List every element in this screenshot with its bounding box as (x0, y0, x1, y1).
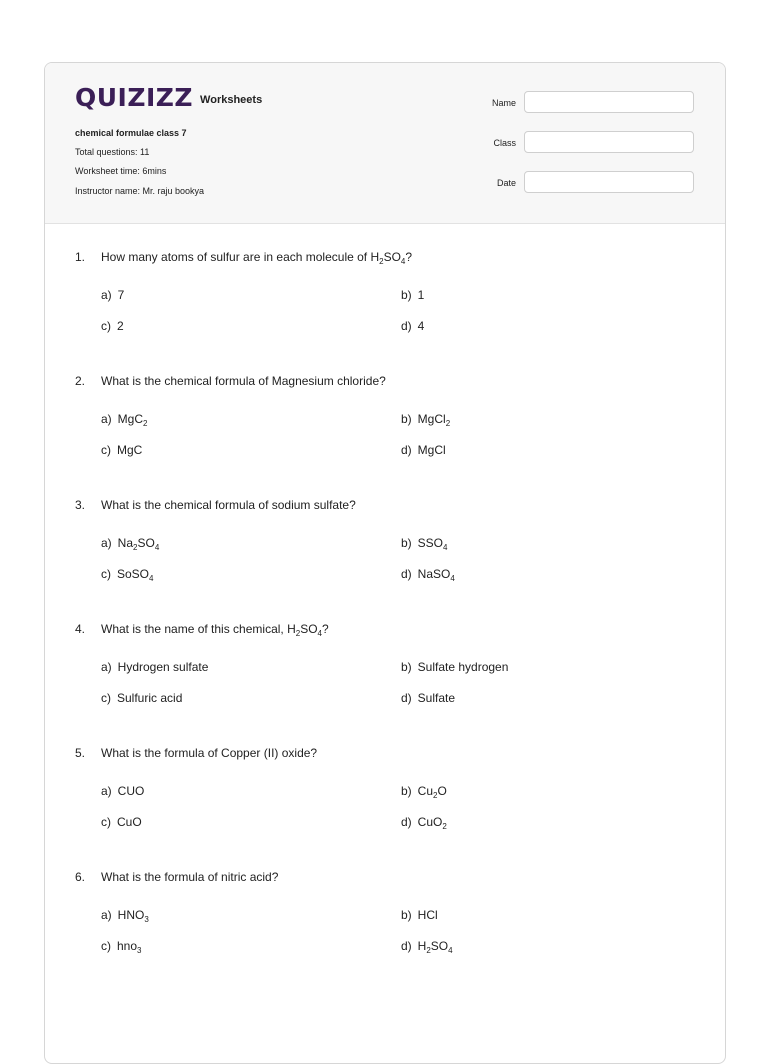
text-segment: CuO (117, 815, 142, 829)
text-segment: What is the formula of nitric acid? (101, 870, 279, 884)
text-segment: SSO (417, 536, 444, 550)
subscript: 2 (433, 791, 438, 800)
subscript: 4 (400, 257, 406, 266)
text-segment: NaSO (417, 567, 451, 581)
option-letter: a) (101, 908, 112, 922)
option-letter: c) (101, 443, 111, 457)
text-segment: 4 (417, 319, 425, 333)
worksheet-title: chemical formulae class 7 (75, 128, 187, 138)
text-segment: What is the chemical formula of Magnesium chloride? (101, 374, 386, 388)
option-3-b (401, 536, 447, 550)
date-label: Date (496, 178, 516, 188)
subscript: 4 (149, 574, 154, 583)
logo-subtitle: Worksheets (200, 94, 263, 106)
option-letter: b) (401, 412, 412, 426)
question-number: 6. (75, 870, 86, 884)
option-2-b (401, 412, 450, 426)
text-segment: SoSO (117, 567, 150, 581)
question-text (101, 746, 317, 760)
quizizz-logo: QUIZIZZ (75, 83, 194, 112)
option-5-d (401, 815, 447, 829)
name-field[interactable] (524, 91, 694, 113)
text-segment: HNO (117, 908, 145, 922)
question-number: 3. (75, 498, 86, 512)
subscript: 4 (317, 629, 322, 638)
option-letter: b) (401, 784, 412, 798)
text-segment: MgCl (417, 443, 446, 457)
question-text (101, 374, 386, 388)
question-text (101, 870, 278, 884)
question-number: 2. (75, 374, 86, 388)
option-4-a (101, 660, 208, 674)
option-3-c (101, 567, 153, 581)
total-questions: Total questions: 11 (75, 147, 150, 157)
text-segment: What is the formula of Copper (II) oxide? (101, 746, 318, 760)
text-segment: Cu (417, 784, 434, 798)
text-segment: Sulfate hydrogen (417, 660, 509, 674)
text-segment: SO (383, 250, 401, 264)
option-letter: d) (401, 691, 412, 705)
option-6-d (401, 939, 453, 953)
option-5-a (101, 784, 144, 798)
option-4-d (401, 691, 455, 705)
option-6-a (101, 908, 149, 922)
text-segment: SO (300, 622, 318, 636)
subscript: 3 (144, 915, 149, 924)
text-segment: MgC (117, 412, 144, 426)
option-letter: a) (101, 536, 112, 550)
option-letter: b) (401, 288, 412, 302)
option-letter: d) (401, 939, 412, 953)
text-segment: What is the chemical formula of sodium sulfate? (101, 498, 356, 512)
subscript: 2 (133, 543, 138, 552)
question-text (101, 622, 329, 636)
option-1-a (101, 288, 124, 302)
text-segment: Sulfate (417, 691, 456, 705)
option-letter: b) (401, 908, 412, 922)
option-2-c (101, 443, 142, 457)
text-segment: MgCl (417, 412, 446, 426)
option-6-b (401, 908, 438, 922)
option-letter: d) (401, 567, 412, 581)
text-segment: What is the name of this chemical, H (101, 622, 296, 636)
option-letter: d) (401, 319, 412, 333)
question-number: 1. (75, 250, 86, 264)
text-segment: ? (322, 622, 329, 636)
option-letter: d) (401, 443, 412, 457)
text-segment: SO (137, 536, 155, 550)
subscript: 2 (442, 822, 447, 831)
subscript: 2 (379, 257, 384, 266)
text-segment: SO (430, 939, 449, 953)
option-5-c (101, 815, 142, 829)
subscript: 4 (443, 543, 448, 552)
text-segment: MgC (117, 443, 143, 457)
option-letter: a) (101, 412, 112, 426)
option-2-a (101, 412, 147, 426)
subscript: 4 (448, 946, 453, 955)
option-3-d (401, 567, 455, 581)
subscript: 2 (445, 419, 451, 428)
subscript: 2 (426, 946, 431, 955)
text-segment: ? (405, 250, 413, 264)
question-number: 4. (75, 622, 86, 636)
option-letter: c) (101, 815, 111, 829)
text-segment: Sulfuric acid (117, 691, 183, 705)
option-1-d (401, 319, 424, 333)
text-segment: HCl (417, 908, 438, 922)
question-number: 5. (75, 746, 86, 760)
option-letter: a) (101, 660, 112, 674)
text-segment: 1 (417, 288, 425, 302)
worksheet-header (45, 63, 725, 224)
text-segment: 7 (117, 288, 125, 302)
text-segment: O (437, 784, 447, 798)
text-segment: How many atoms of sulfur are in each molecule of H (101, 250, 380, 264)
option-letter: c) (101, 691, 111, 705)
text-segment: CuO (417, 815, 443, 829)
text-segment: Na (117, 536, 134, 550)
subscript: 4 (450, 574, 455, 583)
text-segment: Hydrogen sulfate (117, 660, 209, 674)
option-4-b (401, 660, 508, 674)
option-2-d (401, 443, 446, 457)
option-letter: c) (101, 567, 111, 581)
question-text (101, 250, 412, 264)
date-field[interactable] (524, 171, 694, 193)
option-3-a (101, 536, 159, 550)
option-letter: c) (101, 939, 111, 953)
class-label: Class (493, 138, 516, 148)
text-segment: hno (117, 939, 138, 953)
subscript: 4 (154, 543, 160, 552)
option-letter: d) (401, 815, 412, 829)
class-field[interactable] (524, 131, 694, 153)
option-4-c (101, 691, 182, 705)
option-1-b (401, 288, 424, 302)
subscript: 2 (143, 419, 148, 428)
option-letter: b) (401, 536, 412, 550)
question-text (101, 498, 356, 512)
brand (75, 85, 262, 110)
option-5-b (401, 784, 447, 798)
text-segment: H (417, 939, 427, 953)
option-1-c (101, 319, 124, 333)
option-letter: b) (401, 660, 412, 674)
option-letter: c) (101, 319, 111, 333)
text-segment: CUO (117, 784, 145, 798)
text-segment: 2 (117, 319, 124, 333)
worksheet-time: Worksheet time: 6mins (75, 166, 167, 176)
subscript: 3 (137, 946, 142, 955)
subscript: 2 (295, 629, 301, 638)
worksheet-card (44, 62, 726, 1064)
instructor-name: Instructor name: Mr. raju bookya (75, 186, 205, 196)
option-6-c (101, 939, 141, 953)
name-label: Name (491, 98, 516, 108)
option-letter: a) (101, 288, 112, 302)
option-letter: a) (101, 784, 112, 798)
